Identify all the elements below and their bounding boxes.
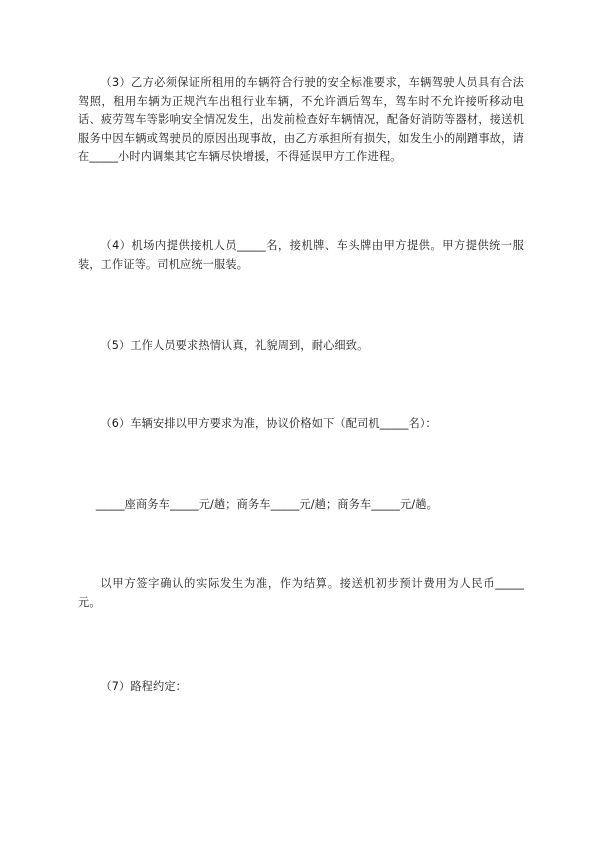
clause-5-staff-conduct: （5）工作人员要求热情认真，礼貌周到，耐心细致。 <box>100 339 369 352</box>
clause-7-route-agreement: （7）路程约定： <box>100 680 188 693</box>
settlement-paragraph: 以甲方签字确认的实际发生为准，作为结算。接送机初步预计费用为人民币_____元。 <box>78 577 524 609</box>
price-list-line: _____座商务车_____元/趟；商务车_____元/趟；商务车_____元/趟。 <box>95 498 438 511</box>
clause-6-vehicle-arrangement: （6）车辆安排以甲方要求为准，协议价格如下（配司机_____名）： <box>100 417 437 430</box>
clause-3-vehicle-safety: （3）乙方必须保证所租用的车辆符合行驶的安全标准要求，车辆驾驶人员具有合法驾照，租用车辆为正规汽车出租行业车辆，不允许酒后驾车，驾车时不允许接听移动电话、疲劳驾车等影响安全情况发生，出发前检查好车辆情况，配备好消防等器材，接送机服务中因车辆或驾驶员的原因出现事故，由乙方承担所有损失，如发生小的剐蹭事故，请在_____小时内调集其它车辆尽快增援，不得延误甲方工作进程。 <box>78 76 524 164</box>
clause-4-airport-staff: （4）机场内提供接机人员_____名，接机牌、车头牌由甲方提供。甲方提供统一服装，工作证等。司机应统一服装。 <box>78 239 524 271</box>
